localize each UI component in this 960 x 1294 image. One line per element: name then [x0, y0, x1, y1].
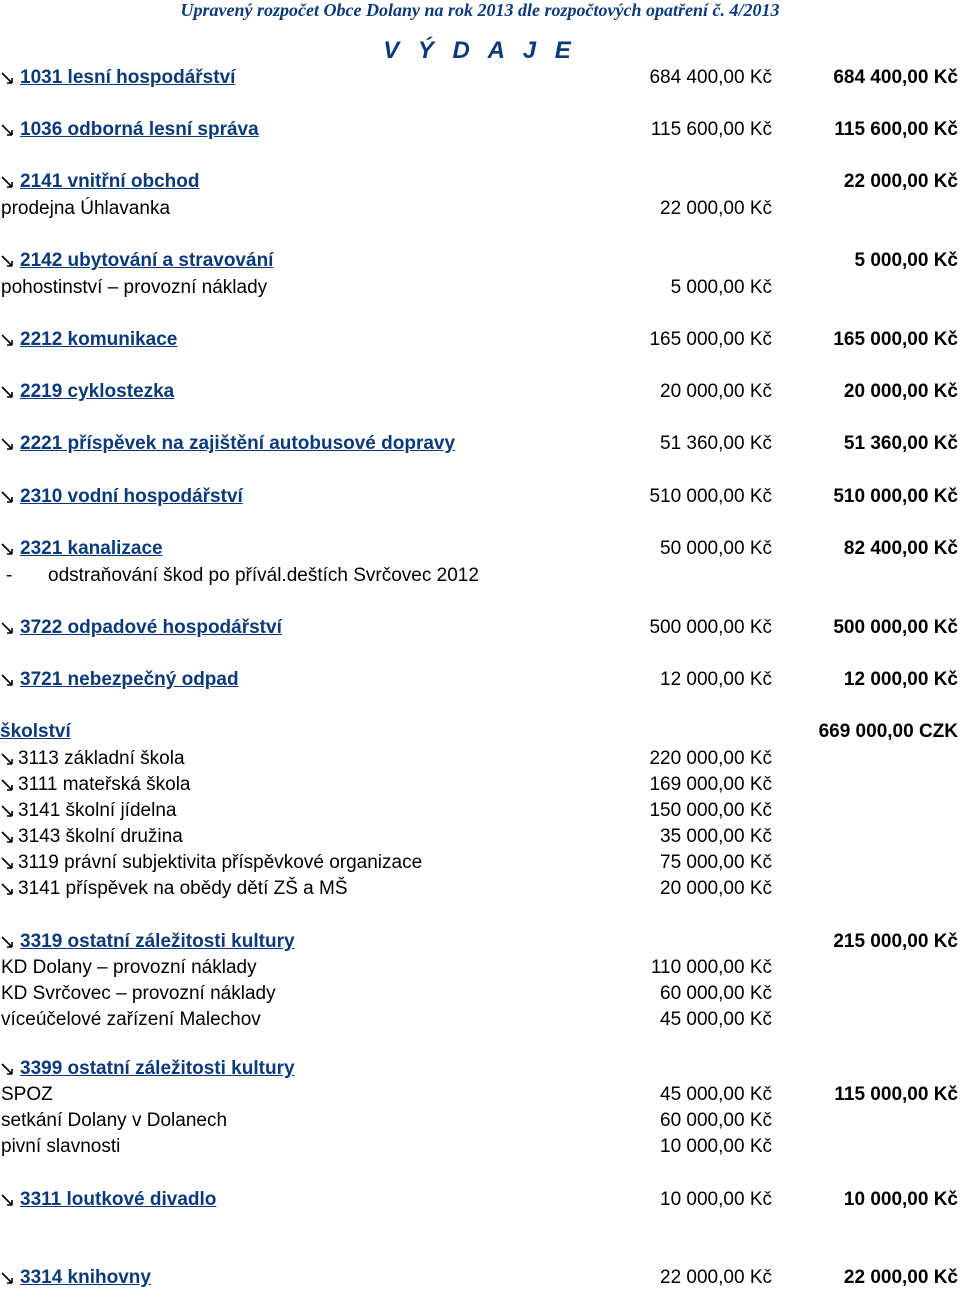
arrow-icon	[0, 778, 14, 792]
row-total: 5 000,00 Kč	[854, 250, 958, 271]
arrow-icon	[0, 542, 14, 556]
row-amount: 45 000,00 Kč	[660, 1009, 772, 1030]
row-label: 3399 ostatní záležitosti kultury	[20, 1058, 295, 1079]
budget-row	[0, 1109, 960, 1133]
row-label: KD Svrčovec – provozní náklady	[1, 983, 276, 1004]
row-amount: 12 000,00 Kč	[660, 669, 772, 690]
budget-row	[0, 432, 960, 456]
budget-row	[0, 380, 960, 404]
arrow-icon	[0, 254, 14, 268]
row-amount: 22 000,00 Kč	[660, 198, 772, 219]
row-total: 12 000,00 Kč	[843, 669, 958, 690]
row-amount: 5 000,00 Kč	[670, 277, 772, 298]
row-amount: 115 600,00 Kč	[650, 119, 772, 140]
row-label: SPOZ	[1, 1084, 53, 1105]
row-label: 3143 školní družina	[18, 826, 183, 847]
row-label: odstraňování škod po přívál.deštích Svrčovec 2012	[48, 565, 479, 586]
budget-row	[0, 668, 960, 692]
row-amount: 510 000,00 Kč	[649, 486, 772, 507]
row-amount: 50 000,00 Kč	[660, 538, 772, 559]
budget-row	[0, 956, 960, 980]
row-label: 3722 odpadové hospodářství	[20, 617, 282, 638]
row-amount: 500 000,00 Kč	[649, 617, 772, 638]
row-label: 3314 knihovny	[20, 1267, 151, 1288]
budget-row	[0, 249, 960, 273]
budget-row	[0, 799, 960, 823]
budget-row	[0, 66, 960, 90]
row-amount: 45 000,00 Kč	[660, 1084, 772, 1105]
budget-row	[0, 616, 960, 640]
row-total: 215 000,00 Kč	[833, 931, 958, 952]
arrow-icon	[0, 437, 14, 451]
row-total: 500 000,00 Kč	[833, 617, 958, 638]
budget-row	[0, 982, 960, 1006]
row-total: 510 000,00 Kč	[833, 486, 958, 507]
arrow-icon	[0, 935, 14, 949]
arrow-icon	[0, 804, 14, 818]
row-total: 684 400,00 Kč	[833, 67, 958, 88]
row-amount: 220 000,00 Kč	[649, 748, 772, 769]
row-total: 669 000,00 CZK	[818, 721, 958, 742]
row-label: 3113 základní škola	[18, 748, 185, 769]
budget-row	[0, 485, 960, 509]
row-amount: 110 000,00 Kč	[650, 957, 772, 978]
row-total: 22 000,00 Kč	[843, 171, 958, 192]
row-amount: 150 000,00 Kč	[649, 800, 772, 821]
budget-row	[0, 930, 960, 954]
row-amount: 51 360,00 Kč	[660, 433, 772, 454]
row-label: 3111 mateřská škola	[18, 774, 191, 795]
row-label: pivní slavnosti	[1, 1136, 121, 1157]
row-amount: 60 000,00 Kč	[660, 983, 772, 1004]
row-label: setkání Dolany v Dolanech	[1, 1110, 228, 1131]
budget-row	[0, 877, 960, 901]
row-total: 82 400,00 Kč	[843, 538, 958, 559]
document-header: Upravený rozpočet Obce Dolany na rok 2013 dle rozpočtových opatření č. 4/2013	[180, 0, 780, 20]
budget-row	[0, 564, 479, 588]
arrow-icon	[0, 490, 14, 504]
dash-bullet: -	[6, 565, 13, 586]
arrow-icon	[0, 1193, 14, 1207]
arrow-icon	[0, 673, 14, 687]
arrow-icon	[0, 333, 14, 347]
row-total: 20 000,00 Kč	[843, 381, 958, 402]
row-total: 22 000,00 Kč	[843, 1267, 958, 1288]
budget-row	[0, 328, 960, 352]
row-amount: 165 000,00 Kč	[649, 329, 772, 350]
row-label: pohostinství – provozní náklady	[1, 277, 268, 298]
budget-row	[0, 1057, 960, 1081]
budget-row	[0, 276, 960, 300]
arrow-icon	[0, 175, 14, 189]
row-label: 3141 školní jídelna	[18, 800, 177, 821]
arrow-icon	[0, 1271, 14, 1285]
row-label: KD Dolany – provozní náklady	[1, 957, 257, 978]
row-label: 2142 ubytování a stravování	[20, 250, 274, 271]
row-amount: 20 000,00 Kč	[660, 381, 772, 402]
budget-row	[0, 1008, 960, 1032]
arrow-icon	[0, 385, 14, 399]
row-label: 1036 odborná lesní správa	[20, 119, 259, 140]
arrow-icon	[0, 123, 14, 137]
row-label: víceúčelové zařízení Malechov	[1, 1009, 261, 1030]
row-label: 3721 nebezpečný odpad	[20, 669, 239, 690]
row-total: 10 000,00 Kč	[843, 1189, 958, 1210]
row-label: 2141 vnitřní obchod	[20, 171, 200, 192]
row-amount: 20 000,00 Kč	[660, 878, 772, 899]
row-amount: 169 000,00 Kč	[649, 774, 772, 795]
row-amount: 10 000,00 Kč	[660, 1189, 772, 1210]
row-label: 3141 příspěvek na obědy dětí ZŠ a MŠ	[18, 878, 348, 899]
budget-row	[0, 118, 960, 142]
budget-row	[0, 773, 960, 797]
row-label: 3119 právní subjektivita příspěvkové organizace	[18, 852, 423, 873]
arrow-icon	[0, 752, 14, 766]
arrow-icon	[0, 830, 14, 844]
budget-row	[0, 825, 960, 849]
budget-row	[0, 851, 960, 875]
row-label: 3311 loutkové divadlo	[20, 1189, 217, 1210]
row-label: školství	[0, 721, 71, 742]
row-amount: 75 000,00 Kč	[660, 852, 772, 873]
arrow-icon	[0, 71, 14, 85]
page-title: V Ý D A J E	[383, 37, 577, 64]
row-total: 115 000,00 Kč	[834, 1084, 958, 1105]
arrow-icon	[0, 621, 14, 635]
row-label: 2310 vodní hospodářství	[20, 486, 243, 507]
row-label: 2221 příspěvek na zajištění autobusové dopravy	[20, 433, 456, 454]
budget-row	[0, 1266, 960, 1290]
budget-row	[0, 720, 960, 744]
arrow-icon	[0, 1062, 14, 1076]
row-label: 2212 komunikace	[20, 329, 178, 350]
budget-row	[0, 1083, 960, 1107]
arrow-icon	[0, 882, 14, 896]
row-amount: 10 000,00 Kč	[660, 1136, 772, 1157]
budget-row	[0, 747, 960, 771]
budget-row	[0, 197, 960, 221]
row-label: prodejna Úhlavanka	[1, 198, 171, 219]
budget-row	[0, 1188, 960, 1212]
budget-row	[0, 537, 960, 561]
row-total: 115 600,00 Kč	[834, 119, 958, 140]
row-amount: 60 000,00 Kč	[660, 1110, 772, 1131]
row-total: 165 000,00 Kč	[833, 329, 958, 350]
row-label: 3319 ostatní záležitosti kultury	[20, 931, 295, 952]
row-amount: 684 400,00 Kč	[649, 67, 772, 88]
row-label: 1031 lesní hospodářství	[20, 67, 236, 88]
row-label: 2219 cyklostezka	[20, 381, 175, 402]
budget-row	[0, 1135, 960, 1159]
row-amount: 22 000,00 Kč	[660, 1267, 772, 1288]
arrow-icon	[0, 856, 14, 870]
budget-row	[0, 170, 960, 194]
row-amount: 35 000,00 Kč	[660, 826, 772, 847]
row-total: 51 360,00 Kč	[843, 433, 958, 454]
row-label: 2321 kanalizace	[20, 538, 163, 559]
